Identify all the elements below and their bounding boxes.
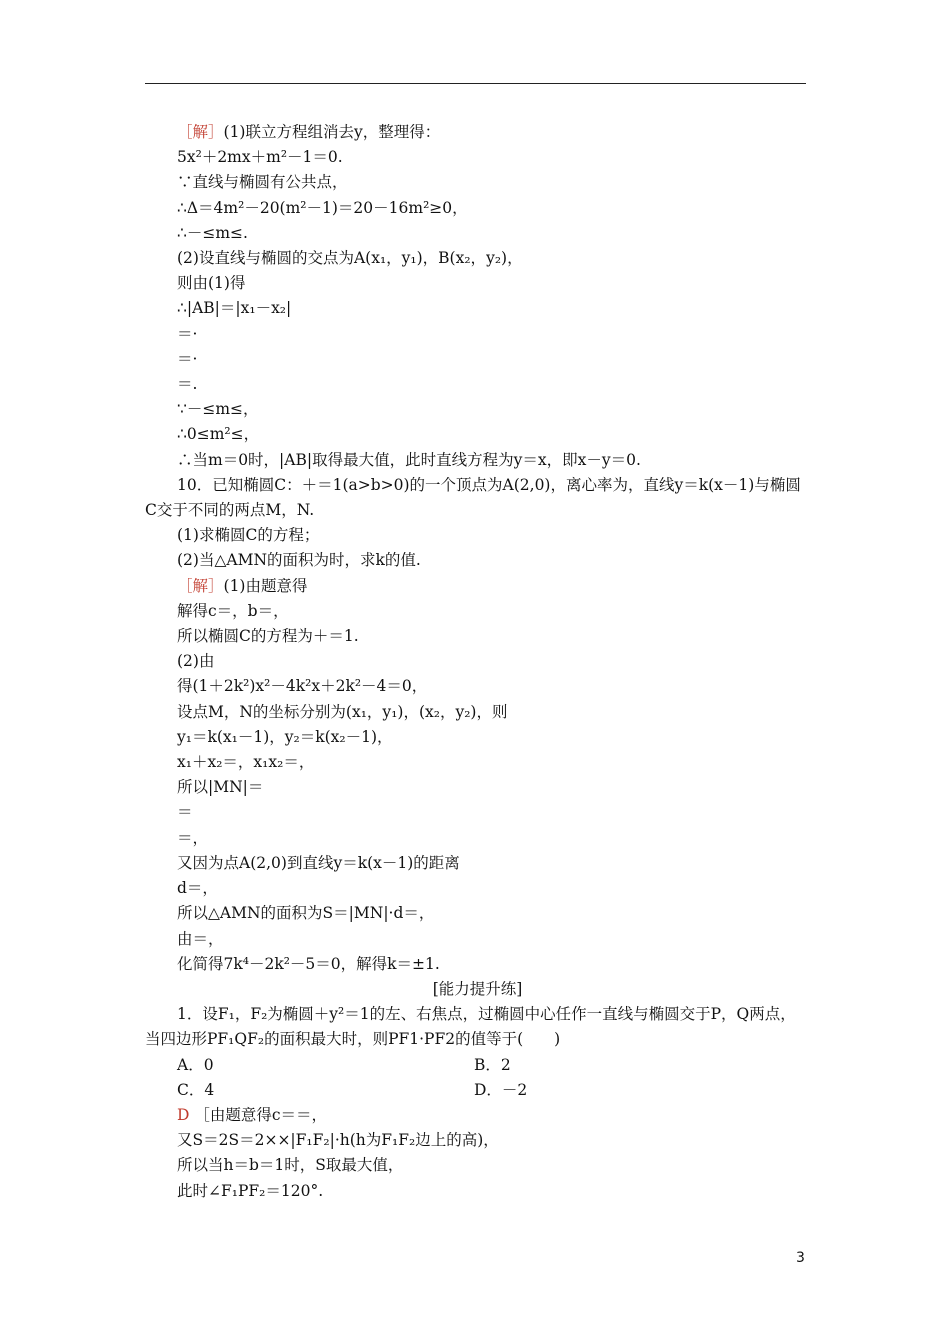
answer-line: D ［由题意得c＝＝， [177, 1105, 328, 1124]
section-title: [能力提升练] [432, 979, 523, 998]
solution-line: ∴0≤m²≤， [177, 425, 260, 444]
solution-line: ∴－≤m≤. [177, 223, 248, 242]
problem-1-statement-cont: 当四边形PF₁QF₂的面积最大时，则PF1·PF2的值等于( ) [145, 1030, 561, 1049]
solution-line: ∴Δ＝4m²－20(m²－1)＝20－16m²≥0， [177, 198, 468, 217]
option-d: D．－2 [474, 1080, 528, 1099]
solution-line: ＝· [177, 324, 198, 343]
solution-line: ＝ [177, 803, 193, 822]
problem-1-statement: 1．设F₁，F₂为椭圆＋y²＝1的左、右焦点，过椭圆中心任作一直线与椭圆交于P，Q两点， [177, 1005, 796, 1024]
solution-tag: ［解］ [177, 576, 224, 595]
problem-10-question-2: (2)当△AMN的面积为时，求k的值. [177, 551, 421, 570]
solution-line: 所以|MN|＝ [177, 778, 264, 797]
solution-line: ［解］(1)联立方程组消去y，整理得： [177, 123, 441, 141]
solution-line: ＝， [177, 828, 209, 847]
problem-10-statement: 10．已知椭圆C：＋＝1(a>b>0)的一个顶点为A(2,0)，离心率为，直线y＝k(x－1)与椭圆 [177, 475, 801, 494]
option-a: A．0 [177, 1055, 214, 1074]
solution-line: x₁＋x₂＝，x₁x₂＝， [177, 753, 315, 772]
solution-line: (2)设直线与椭圆的交点为A(x₁，y₁)，B(x₂，y₂)， [177, 249, 523, 268]
answer-line: 此时∠F₁PF₂＝120°. [177, 1181, 324, 1200]
options-row [145, 1053, 810, 1078]
option-b: B．2 [474, 1055, 511, 1074]
solution-line: 化简得7k⁴－2k²－5＝0，解得k＝±1. [177, 954, 440, 973]
solution-line: ∴|AB|＝|x₁－x₂| [177, 299, 292, 318]
page-number: 3 [796, 1250, 805, 1266]
solution-line: 设点M，N的坐标分别为(x₁，y₁)，(x₂，y₂)，则 [177, 702, 508, 721]
options-row [145, 1078, 810, 1103]
solution-tag: ［解］ [177, 123, 224, 141]
solution-line: (2)由 [177, 652, 215, 671]
problem-10-question-1: (1)求椭圆C的方程； [177, 526, 320, 545]
solution-line: ［解］(1)由题意得 [177, 576, 308, 595]
solution-line: 则由(1)得 [177, 274, 246, 293]
problem-10-statement-cont: C交于不同的两点M，N. [145, 501, 315, 520]
solution-line: ∵－≤m≤， [177, 400, 259, 419]
solution-line: d＝， [177, 879, 218, 898]
solution-line: 得(1＋2k²)x²－4k²x＋2k²－4＝0， [177, 677, 428, 696]
answer-letter: D [177, 1105, 190, 1124]
solution-line: ∴当m＝0时，|AB|取得最大值，此时直线方程为y＝x，即x－y＝0. [177, 450, 641, 469]
solution-line: 5x²＋2mx＋m²－1＝0. [177, 148, 343, 167]
answer-line: 又S＝2S＝2××|F₁F₂|·h(h为F₁F₂边上的高)， [177, 1131, 499, 1150]
solution-line: 所以△AMN的面积为S＝|MN|·d＝， [177, 904, 435, 923]
solution-line: 解得c＝，b＝， [177, 601, 289, 620]
solution-line: ∵直线与椭圆有公共点， [177, 173, 348, 192]
solution-line: 所以椭圆C的方程为＋＝1. [177, 627, 359, 646]
solution-line: 由＝， [177, 929, 224, 948]
header-rule [145, 83, 806, 84]
option-c: C．4 [177, 1080, 215, 1099]
solution-line: ＝. [177, 375, 198, 394]
solution-line: y₁＝k(x₁－1)，y₂＝k(x₂－1)， [177, 727, 393, 746]
solution-line: ＝· [177, 349, 198, 368]
answer-line: 所以当h＝b＝1时，S取最大值， [177, 1156, 404, 1175]
solution-line: 又因为点A(2,0)到直线y＝k(x－1)的距离 [177, 853, 460, 872]
document-body [145, 120, 810, 1204]
